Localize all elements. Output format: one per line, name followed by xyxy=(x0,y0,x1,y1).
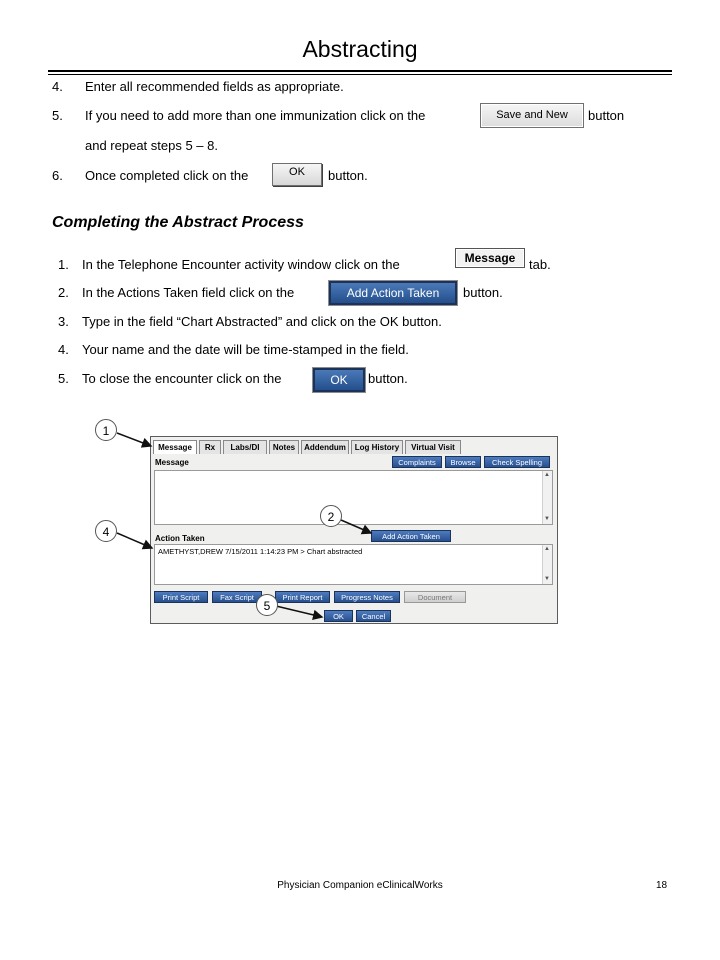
step-text: To close the encounter click on the xyxy=(82,371,282,386)
step-number: 4. xyxy=(52,79,63,94)
scroll-up-icon[interactable]: ▲ xyxy=(544,472,550,478)
progress-notes-button[interactable]: Progress Notes xyxy=(334,591,400,603)
page-title: Abstracting xyxy=(302,36,418,62)
callout-4-arrow xyxy=(117,533,152,548)
message-tab[interactable]: Message xyxy=(455,248,525,268)
step-number: 6. xyxy=(52,168,63,183)
action-entry: AMETHYST,DREW 7/15/2011 1:14:23 PM > Chart abstracted xyxy=(158,547,363,556)
callout-1: 1 xyxy=(95,419,117,441)
ok-button-gray[interactable]: OK xyxy=(272,163,322,186)
callout-4: 4 xyxy=(95,520,117,542)
tab-virtual-visit[interactable]: Virtual Visit xyxy=(405,440,461,454)
step-text: Your name and the date will be time-stamped in the field. xyxy=(82,342,409,357)
step-text: In the Actions Taken field click on the xyxy=(82,285,295,300)
step-text-after: button. xyxy=(368,371,408,386)
action-taken-label: Action Taken xyxy=(155,534,205,543)
tab-message[interactable]: Message xyxy=(153,440,197,454)
step-text: Type in the field “Chart Abstracted” and click on the OK button. xyxy=(82,314,442,329)
step-number: 1. xyxy=(58,257,69,272)
print-script-button[interactable]: Print Script xyxy=(154,591,208,603)
add-action-taken-mini-button[interactable]: Add Action Taken xyxy=(371,530,451,542)
callout-5: 5 xyxy=(256,594,278,616)
footer-title: Physician Companion eClinicalWorks xyxy=(277,880,443,891)
tab-labs[interactable]: Labs/DI xyxy=(223,440,267,454)
step-text: In the Telephone Encounter activity window click on the xyxy=(82,257,400,272)
step-text-after: tab. xyxy=(529,257,551,272)
page-number: 18 xyxy=(656,880,668,891)
callout-2-arrow xyxy=(341,520,371,533)
step-text-after: button. xyxy=(463,285,503,300)
cancel-mini-button[interactable]: Cancel xyxy=(356,610,391,622)
step-text: Once completed click on the xyxy=(85,168,249,183)
callout-2: 2 xyxy=(320,505,342,527)
step-number: 3. xyxy=(58,314,69,329)
document-button[interactable]: Document xyxy=(404,591,466,603)
tab-notes[interactable]: Notes xyxy=(269,440,299,454)
ok-button-blue[interactable]: OK xyxy=(313,368,365,392)
browse-button[interactable]: Browse xyxy=(445,456,481,468)
step-text-after: button xyxy=(588,108,625,123)
step-text: Enter all recommended fields as appropriate. xyxy=(85,79,344,94)
check-spelling-button[interactable]: Check Spelling xyxy=(484,456,550,468)
fax-script-button[interactable]: Fax Script xyxy=(212,591,262,603)
callout-5-arrow xyxy=(276,606,322,617)
scroll-up-icon[interactable]: ▲ xyxy=(544,546,550,552)
callout-1-arrow xyxy=(117,433,151,446)
step-text: If you need to add more than one immunization click on the xyxy=(85,108,426,123)
ok-mini-button[interactable]: OK xyxy=(324,610,353,622)
tab-addendum[interactable]: Addendum xyxy=(301,440,349,454)
step-number: 4. xyxy=(58,342,69,357)
scroll-down-icon[interactable]: ▼ xyxy=(544,516,550,522)
step-5-cont: and repeat steps 5 – 8. xyxy=(85,138,218,153)
step-number: 2. xyxy=(58,285,69,300)
step-text-after: button. xyxy=(328,168,368,183)
add-action-taken-button[interactable]: Add Action Taken xyxy=(329,281,457,305)
print-report-button[interactable]: Print Report xyxy=(275,591,330,603)
message-label: Message xyxy=(155,458,189,467)
tab-rx[interactable]: Rx xyxy=(199,440,221,454)
step-number: 5. xyxy=(58,371,69,386)
section-heading: Completing the Abstract Process xyxy=(52,214,304,231)
tab-log-history[interactable]: Log History xyxy=(351,440,403,454)
step-number: 5. xyxy=(52,108,63,123)
complaints-button[interactable]: Complaints xyxy=(392,456,442,468)
scroll-down-icon[interactable]: ▼ xyxy=(544,576,550,582)
save-and-new-button[interactable]: Save and New xyxy=(480,103,584,128)
